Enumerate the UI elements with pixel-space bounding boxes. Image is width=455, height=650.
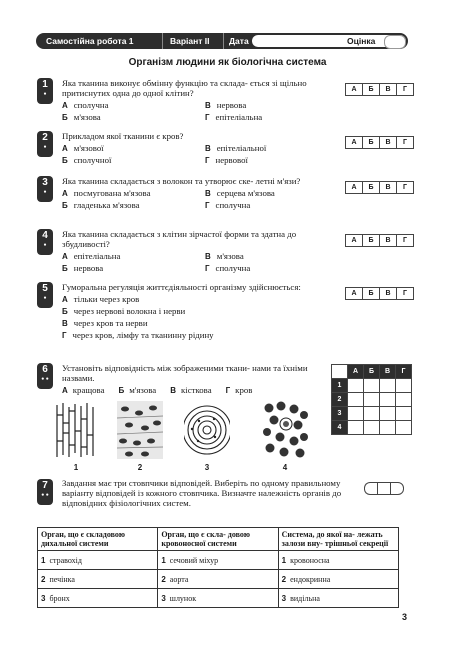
option[interactable]: В через кров та нерви [62,318,148,328]
question-2: Прикладом якої тканини є кров? А м'язової В епітеліальної Б сполучної Г нервової [62,131,332,166]
fat-tissue-image [53,401,99,459]
option[interactable]: Г нервової [205,155,248,165]
question-5: Гуморальна регуляція життєдіяльності організму здійснюється: А тільки через кров Б через нервові волокна і нерви В через кров та нерви Г через кров, лімфу та тканинну рідину [62,282,332,342]
grade-label: Оцінка [347,36,376,46]
question-number-5: 5 ● [37,282,53,308]
option[interactable]: Г сполучна [205,200,251,210]
option[interactable]: В м'язова [205,251,244,261]
question-number-7: 7 ● ● [37,479,53,505]
page-title: Організм людини як біологічна система [128,57,327,68]
answer-boxes-5[interactable]: А Б В Г [345,287,414,300]
matching-grid-6[interactable]: А Б В Г 1 2 3 4 [331,364,412,435]
question-4: Яка тканина складається з клітин зірчастої форми та здатна до збудливості? А епітеліальна В м'язова Б нервова Г сполучна [62,229,332,274]
option[interactable]: А м'язової [62,143,104,153]
question-3: Яка тканина складається з волокон та утворює ске- летні м'язи? А посмугована м'язова В серцева м'язова Б гладенька м'язова Г сполучна [62,176,332,211]
question-6: Установіть відповідність між зображеними ткани- нами та їхніми назвами. А кращова Б м'язова В кісткова Г кров [62,363,308,395]
date-label: Дата [229,36,249,46]
option[interactable]: Б нервова [62,263,104,273]
option[interactable]: Б через нервові волокна і нерви [62,306,186,316]
image-number: 2 [137,463,143,472]
table-row: 1 стравохід 1 сечовий міхур 1 кровоносна [38,551,399,570]
option[interactable]: А тільки через кров [62,294,140,304]
muscle-tissue-image [117,401,163,459]
answer-boxes-4[interactable]: А Б В Г [345,234,414,247]
option[interactable]: Б сполучної [62,155,112,165]
question-number-2: 2 ● [37,131,53,157]
question-number-6: 6 ● ● [37,363,53,389]
table-row: 2 печінка 2 аорта 2 ендокринна [38,570,399,589]
option[interactable]: В нервова [205,100,247,110]
bone-tissue-image [184,401,230,459]
grade-field[interactable] [384,35,406,49]
question-number-3: 3 ● [37,176,53,202]
answer-boxes-7[interactable] [364,482,404,495]
question-number-4: 4 ● [37,229,53,255]
page-number: 3 [402,612,408,622]
blood-tissue-image [262,401,308,459]
worksheet-header [36,33,408,49]
image-number: 1 [73,463,79,472]
option[interactable]: А посмугована м'язова [62,188,151,198]
systems-table: Орган, що є складовою дихальної системи Орган, що є скла- довою кровоносної системи Система, до якої на- лежать залози вну- трішньої секреції 1 стравохід 1 сечовий міхур 1 кровоносна 2 печінка 2 аорта 2 ендокринна 3 бронх 3 шлунок 3 видільна [37,527,399,608]
option[interactable]: Г через кров, лімфу та тканинну рідину [62,330,214,340]
option[interactable]: Г епітеліальна [205,112,263,122]
image-number: 4 [282,463,288,472]
work-title: Самостійна робота 1 [46,36,134,46]
option[interactable]: А сполучна [62,100,109,110]
option[interactable]: А кращова [62,385,105,395]
option[interactable]: Б м'язова [118,385,157,395]
question-1: Яка тканина виконує обмінну функцію та склада- ється зі щільно притиснутих одна до одної клітин? А сполучна В нервова Б м'язова Г епітеліальна [62,78,332,123]
question-number-1: 1 ● [37,78,53,104]
variant-label: Варіант ІІ [170,36,210,46]
option[interactable]: Б гладенька м'язова [62,200,140,210]
question-7: Завдання має три стовпчики відповідей. Виберіть по одному правильному варіанту відповідей із кожного стовпчика. Визначте належність органів до відповідних фізіологічних систем. [62,478,342,508]
table-row: 3 бронх 3 шлунок 3 видільна [38,589,399,608]
answer-boxes-1[interactable]: А Б В Г [345,83,414,96]
answer-boxes-3[interactable]: А Б В Г [345,181,414,194]
option[interactable]: Г кров [225,385,253,395]
option[interactable]: А епітеліальна [62,251,121,261]
answer-boxes-2[interactable]: А Б В Г [345,136,414,149]
option[interactable]: Г сполучна [205,263,251,273]
option[interactable]: Б м'язова [62,112,101,122]
option[interactable]: В епітеліальної [205,143,267,153]
option[interactable]: В кісткова [170,385,212,395]
image-number: 3 [204,463,210,472]
option[interactable]: В серцева м'язова [205,188,275,198]
